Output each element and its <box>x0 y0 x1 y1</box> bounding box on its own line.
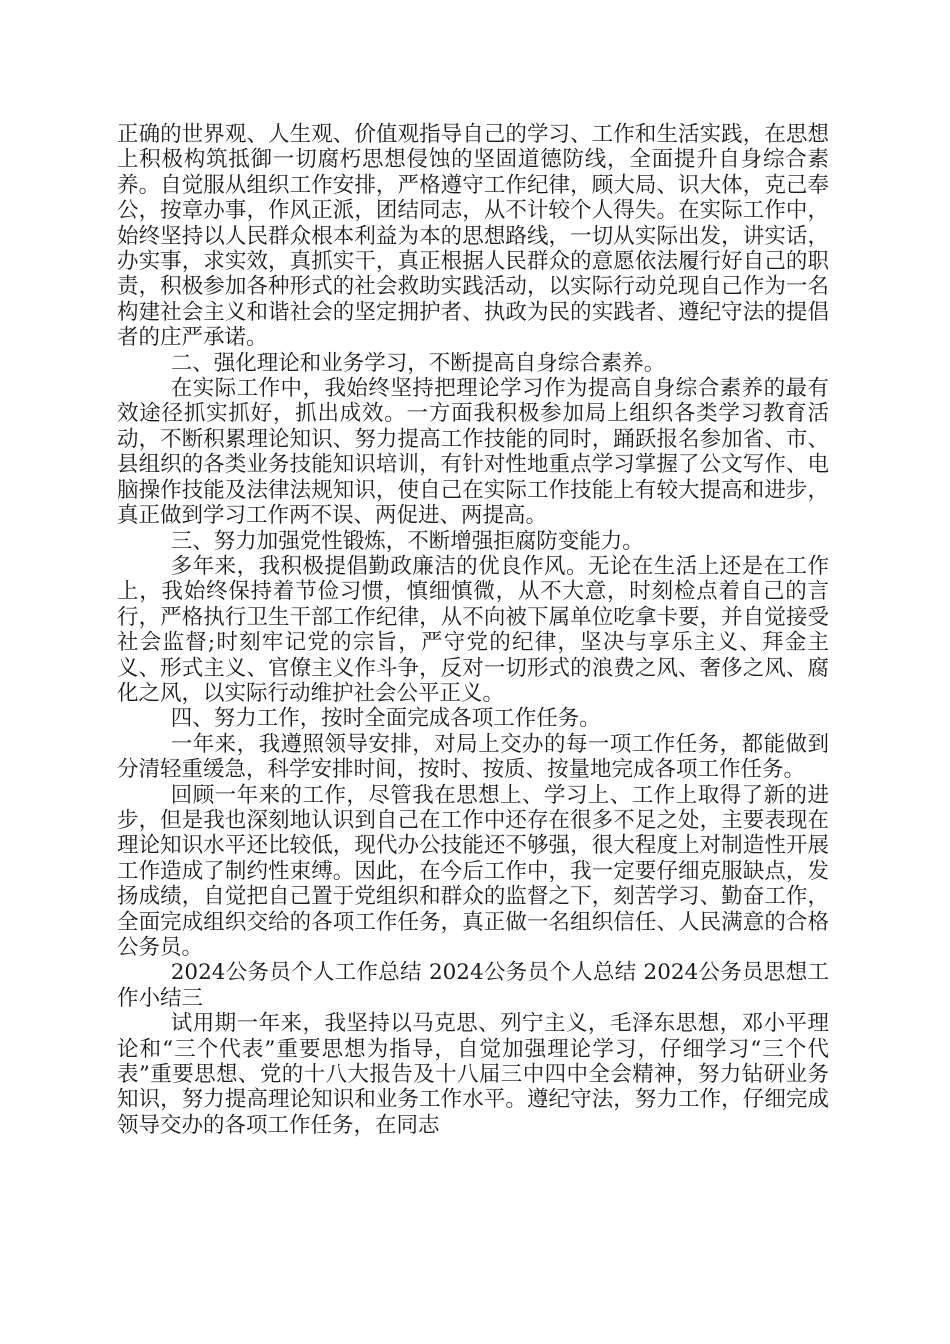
article-title-3: 2024公务员个人工作总结 2024公务员个人总结 2024公务员思想工作小结三 <box>117 960 829 1011</box>
document-page <box>117 122 829 1138</box>
section-heading-3: 三、努力加强党性锻炼，不断增强拒腐防变能力。 <box>170 528 644 554</box>
paragraph-probation: 试用期一年来，我坚持以马克思、列宁主义，毛泽东思想，邓小平理论和“三个代表”重要思想为指导，自觉加强理论学习，仔细学习“三个代表”重要思想、党的十八大报告及十八届三中四中全会精神，努力钻研业务知识，努力提高理论知识和业务工作水平。遵纪守法，努力工作，仔细完成领导交办的各项工作任务，在同志 <box>117 1011 829 1138</box>
paragraph-continuation: 正确的世界观、人生观、价值观指导自己的学习、工作和生活实践，在思想上积极构筑抵御一切腐朽思想侵蚀的坚固道德防线，全面提升自身综合素养。自觉服从组织工作安排，严格遵守工作纪律，顾大局、识大体，克己奉公，按章办事，作风正派，团结同志，从不计较个人得失。在实际工作中，始终坚持以人民群众根本利益为本的思想路线，一切从实际出发，讲实话，办实事，求实效，真抓实干，真正根据人民群众的意愿依法履行好自己的职责，积极参加各种形式的社会救助实践活动，以实际行动兑现自己作为一名构建社会主义和谐社会的坚定拥护者、执政为民的实践者、遵纪守法的提倡者的庄严承诺。 <box>117 122 829 351</box>
paragraph-study: 在实际工作中，我始终坚持把理论学习作为提高自身综合素养的最有效途径抓实抓好，抓出成效。一方面我积极参加局上组织各类学习教育活动，不断积累理论知识、努力提高工作技能的同时，踊跃报名参加省、市、县组织的各类业务技能知识培训，有针对性地重点学习掌握了公文写作、电脑操作技能及法律法规知识，使自己在实际工作技能上有较大提高和进步，真正做到学习工作两不误、两促进、两提高。 <box>117 376 829 529</box>
paragraph-tasks: 一年来，我遵照领导安排，对局上交办的每一项工作任务，都能做到分清轻重缓急，科学安排时间，按时、按质、按量地完成各项工作任务。 <box>117 731 829 783</box>
section-heading-4: 四、努力工作，按时全面完成各项工作任务。 <box>170 706 601 732</box>
paragraph-review: 回顾一年来的工作，尽管我在思想上、学习上、工作上取得了新的进步，但是我也深刻地认识到自己在工作中还存在很多不足之处，主要表现在理论知识水平还比较低，现代办公技能还不够强，很大程度上对制造性开展工作造成了制约性束缚。因此，在今后工作中，我一定要仔细克服缺点，发扬成绩，自觉把自己置于党组织和群众的监督之下，刻苦学习、勤奋工作，全面完成组织交给的各项工作任务，真正做一名组织信任、人民满意的合格公务员。 <box>117 782 829 960</box>
section-heading-2: 二、强化理论和业务学习，不断提高自身综合素养。 <box>170 350 666 376</box>
paragraph-integrity: 多年来，我积极提倡勤政廉洁的优良作风。无论在生活上还是在工作上，我始终保持着节俭习惯，慎细慎微，从不大意，时刻检点着自己的言行，严格执行卫生干部工作纪律，从不向被下属单位吃拿卡要，并自觉接受社会监督;时刻牢记党的宗旨，严守党的纪律，坚决与享乐主义、拜金主义、形式主义、官僚主义作斗争，反对一切形式的浪费之风、奢侈之风、腐化之风，以实际行动维护社会公平正义。 <box>117 553 829 706</box>
